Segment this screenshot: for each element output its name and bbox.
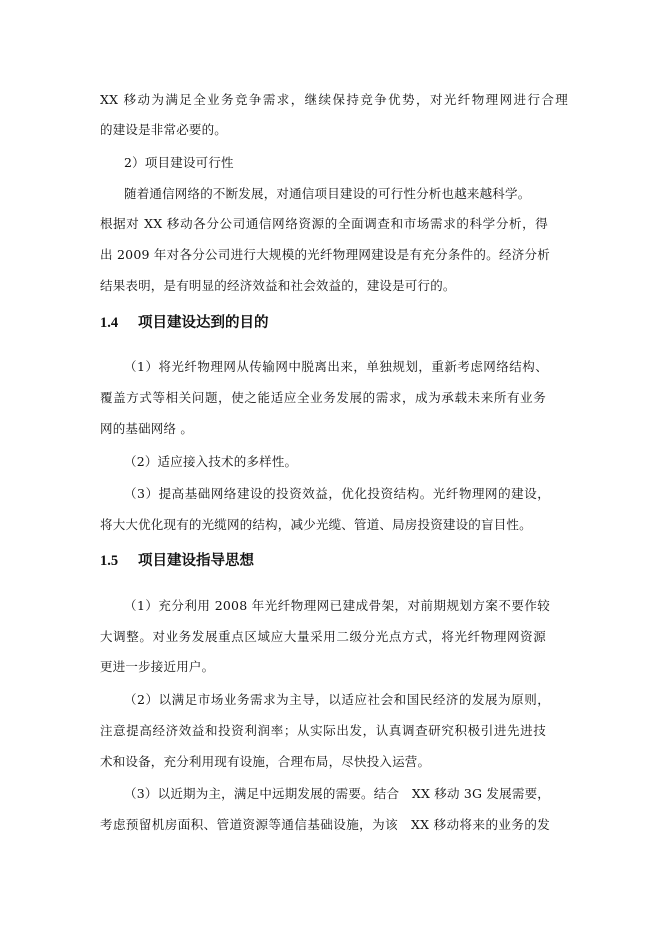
s15-item2-line-3: 术和设备，充分利用现有设施，合理布局，尽快投入运营。	[100, 754, 431, 769]
feasibility-line-2: 根据对 XX 移动各分公司通信网络资源的全面调查和市场需求的科学分析，得	[100, 216, 548, 231]
s15-item3-line-1: （3）以近期为主，满足中远期发展的需要。结合 XX 移动 3G 发展需要，	[124, 786, 550, 801]
intro-line-1: XX 移动为满足全业务竞争需求，继续保持竞争优势，对光纤物理网进行合理	[100, 92, 568, 107]
s15-item1-line-3: 更进一步接近用户。	[100, 659, 215, 674]
feasibility-line-1: 随着通信网络的不断发展，对通信项目建设的可行性分析也越来越科学。	[124, 186, 531, 201]
s15-item1-line-2: 大调整。对业务发展重点区域应大量采用二级分光点方式，将光纤物理网资源	[100, 629, 546, 644]
section-title: 项目建设达到的目的	[138, 314, 269, 331]
section-1-5-heading	[100, 552, 254, 570]
s14-item1-line-2: 覆盖方式等相关问题，使之能适应全业务发展的需求，成为承载未来所有业务	[100, 390, 546, 405]
s15-item1-line-1: （1）充分利用 2008 年光纤物理网已建成骨架，对前期规划方案不要作较	[124, 598, 550, 613]
section-number: 1.4	[100, 315, 119, 331]
feasibility-line-4: 结果表明，是有明显的经济效益和社会效益的，建设是可行的。	[100, 278, 456, 293]
feasibility-subtitle: 2）项目建设可行性	[124, 155, 234, 170]
s14-item3-line-1: （3）提高基础网络建设的投资效益，优化投资结构。光纤物理网的建设，	[124, 486, 550, 501]
s14-item1-line-3: 网的基础网络 。	[100, 421, 194, 436]
feasibility-line-3: 出 2009 年对各分公司进行大规模的光纤物理网建设是有充分条件的。经济分析	[100, 247, 550, 262]
s15-item2-line-1: （2）以满足市场业务需求为主导，以适应社会和国民经济的发展为原则，	[124, 692, 550, 707]
section-title: 项目建设指导思想	[138, 552, 254, 569]
s14-item2-line-1: （2）适应接入技术的多样性。	[124, 454, 298, 469]
section-1-4-heading	[100, 314, 269, 332]
s15-item2-line-2: 注意提高经济效益和投资利润率；从实际出发，认真调查研究积极引进先进技	[100, 723, 546, 738]
section-number: 1.5	[100, 553, 119, 569]
s14-item3-line-2: 将大大优化现有的光缆网的结构，减少光缆、管道、局房投资建设的盲目性。	[100, 517, 532, 532]
s15-item3-line-2: 考虑预留机房面积、管道资源等通信基础设施，为该 XX 移动将来的业务的发	[100, 817, 550, 832]
s14-item1-line-1: （1）将光纤物理网从传输网中脱离出来，单独规划，重新考虑网络结构、	[124, 359, 548, 374]
intro-line-2: 的建设是非常必要的。	[100, 122, 228, 137]
